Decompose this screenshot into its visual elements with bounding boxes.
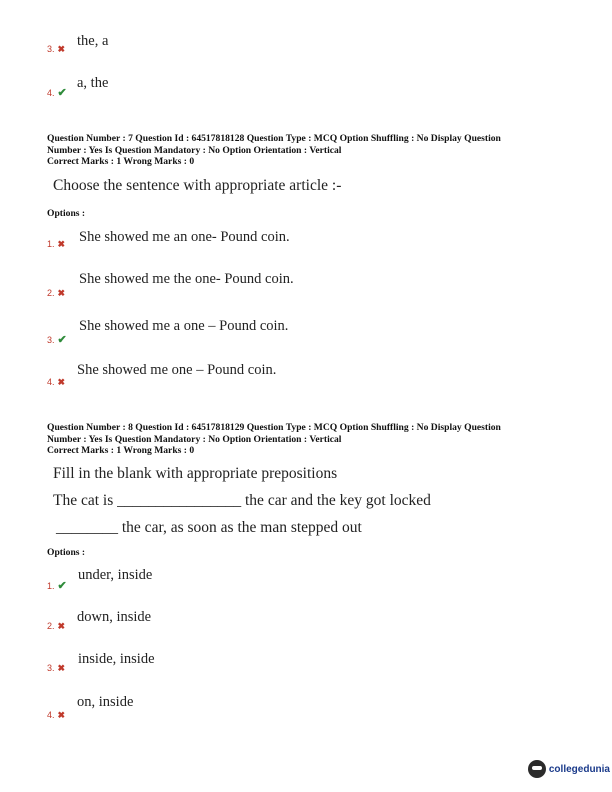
option-text: the, a: [77, 33, 109, 49]
question-text: Fill in the blank with appropriate prepositions: [53, 465, 338, 482]
question-meta: Question Number : 8 Question Id : 64517818129 Question Type : MCQ Option Shuffling : No Display Question Number : Yes Is Question Mandatory : No Option Orientation : Vertical Correct Marks : 1 Wrong Marks : 0: [47, 422, 501, 456]
option-text: down, inside: [77, 609, 152, 625]
graduate-cap-icon: [528, 760, 546, 778]
options-label: Options :: [47, 547, 86, 558]
option-text: She showed me an one- Pound coin.: [79, 229, 290, 245]
option-text: She showed me the one- Pound coin.: [79, 271, 294, 287]
option-text: She showed me one – Pound coin.: [77, 362, 277, 378]
option-number: 4. ✔: [47, 87, 67, 99]
cross-icon: ✖: [57, 621, 66, 631]
option-number: 1. ✖: [47, 239, 66, 249]
check-icon: ✔: [57, 87, 67, 99]
question-text: The cat is ________________ the car and the key got locked: [53, 492, 431, 509]
options-label: Options :: [47, 208, 86, 219]
option-number: 2. ✖: [47, 288, 66, 298]
option-text: inside, inside: [78, 651, 155, 667]
option-number: 4. ✖: [47, 377, 66, 387]
option-text: under, inside: [78, 567, 153, 583]
cross-icon: ✖: [57, 288, 66, 298]
option-text: a, the: [77, 75, 109, 91]
cross-icon: ✖: [57, 377, 66, 387]
check-icon: ✔: [57, 334, 67, 346]
question-meta: Question Number : 7 Question Id : 64517818128 Question Type : MCQ Option Shuffling : No Display Question Number : Yes Is Question Mandatory : No Option Orientation : Vertical Correct Marks : 1 Wrong Marks : 0: [47, 133, 501, 167]
check-icon: ✔: [57, 580, 67, 592]
option-number: 3. ✖: [47, 44, 66, 54]
brand-logo: [528, 760, 610, 778]
option-number: 3. ✔: [47, 334, 67, 346]
option-number: 1. ✔: [47, 580, 67, 592]
cross-icon: ✖: [57, 239, 66, 249]
option-number: 3. ✖: [47, 663, 66, 673]
brand-name: collegedunia: [548, 763, 610, 775]
option-text: She showed me a one – Pound coin.: [79, 318, 289, 334]
option-number: 4. ✖: [47, 710, 66, 720]
option-number: 2. ✖: [47, 621, 66, 631]
question-text: Choose the sentence with appropriate article :-: [53, 177, 342, 194]
cross-icon: ✖: [57, 710, 66, 720]
question-text: ________ the car, as soon as the man stepped out: [56, 519, 362, 536]
cross-icon: ✖: [57, 44, 66, 54]
cross-icon: ✖: [57, 663, 66, 673]
option-text: on, inside: [77, 694, 134, 710]
